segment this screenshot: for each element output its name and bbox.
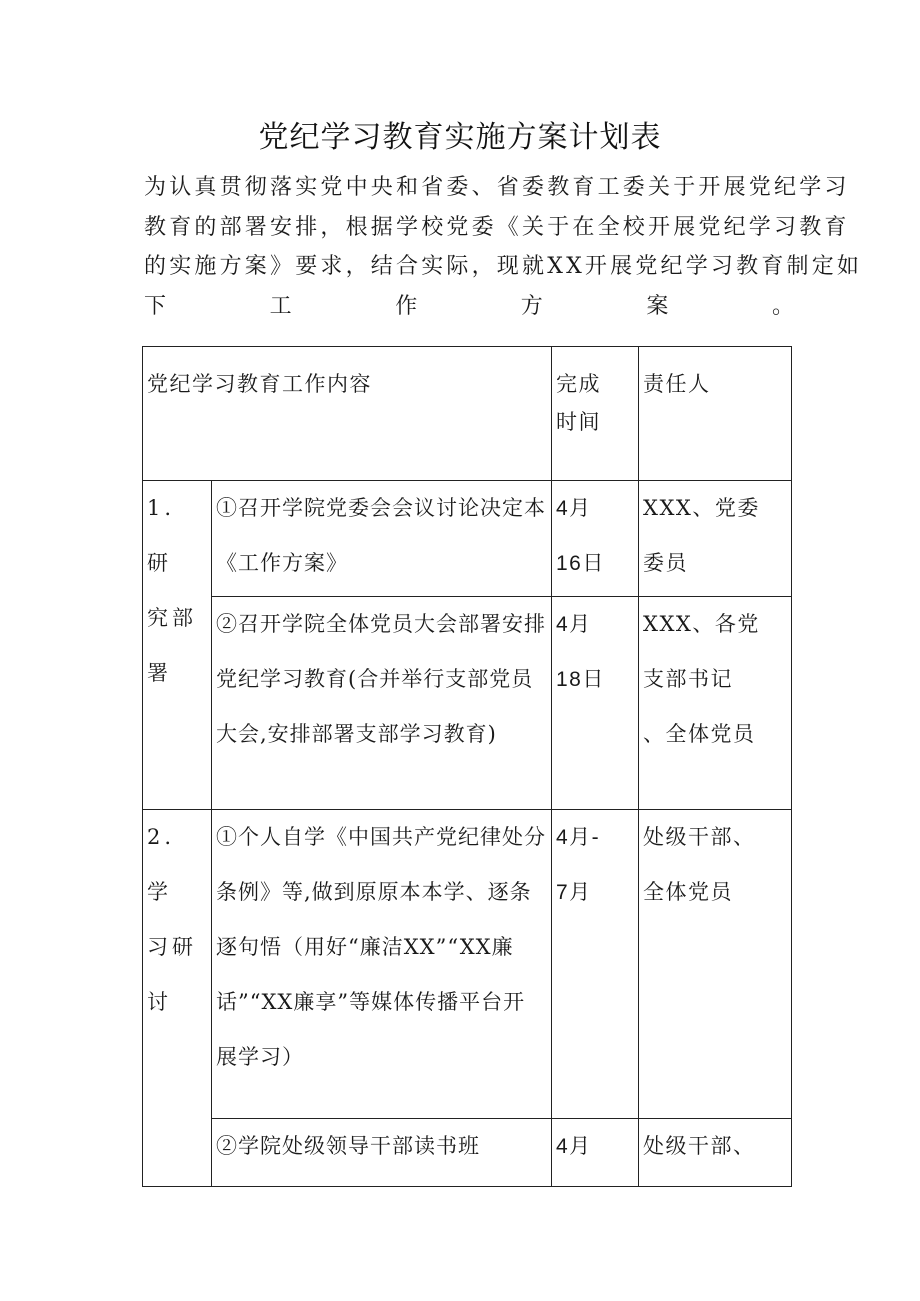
owner-cell (639, 1119, 792, 1187)
time-line: 4月 (556, 613, 592, 636)
content-cell: ①个人自学《中国共产党纪律处分条例》等,做到原原本本学、逐条逐句悟（用好“廉洁XX”“XX廉话”“XX廉享”等媒体传播平台开展学习） (212, 810, 552, 1119)
document-title: 党纪学习教育实施方案计划表 (258, 120, 662, 155)
category-cell (143, 810, 212, 1187)
owner-line: 处级干部、 (643, 1134, 756, 1158)
header-time-line: 完成 (556, 372, 601, 396)
category-line: 署 (147, 661, 172, 685)
header-content: 党纪学习教育工作内容 (143, 347, 552, 481)
owner-cell (639, 810, 792, 1119)
table-row (143, 481, 792, 597)
owner-cell (639, 597, 792, 810)
intro-char: 。 (771, 293, 794, 319)
table-header-row (143, 347, 792, 481)
time-line: 18日 (556, 668, 605, 691)
time-line: 4月 (556, 497, 592, 520)
plan-table (142, 346, 792, 1187)
intro-char: 下 (144, 293, 167, 319)
table-row (143, 810, 792, 1119)
intro-line: 为认真贯彻落实党中央和省委、省委教育工委关于开展党纪学习 (144, 175, 850, 200)
table-row (143, 597, 792, 810)
category-line: 讨 (147, 990, 172, 1014)
table-row (143, 1119, 792, 1187)
intro-last-line (144, 287, 794, 327)
time-line: 4月- (556, 826, 601, 849)
time-line: 4月 (556, 1135, 592, 1158)
owner-line: 处级干部、 (643, 825, 756, 849)
header-time (552, 347, 639, 481)
time-cell (552, 1119, 639, 1187)
content-cell: ②学院处级领导干部读书班 (212, 1119, 552, 1187)
owner-line: XXX、党委 (643, 496, 760, 520)
intro-char: 作 (395, 293, 418, 319)
time-line: 16日 (556, 552, 605, 575)
owner-line: 、全体党员 (643, 722, 756, 746)
category-line: 究部 (147, 606, 197, 630)
header-owner: 责任人 (639, 347, 792, 481)
header-time-line: 时间 (556, 410, 601, 434)
category-line: 1. 研 (147, 496, 176, 575)
owner-line: 全体党员 (643, 880, 733, 904)
owner-line: XXX、各党 (643, 612, 760, 636)
intro-char: 工 (269, 293, 292, 319)
intro-char: 案 (646, 293, 669, 319)
intro-line: 的实施方案》要求，结合实际，现就XX开展党纪学习教育制定如 (144, 254, 863, 279)
time-line: 7月 (556, 881, 592, 904)
owner-cell (639, 481, 792, 597)
intro-line: 教育的部署安排，根据学校党委《关于在全校开展党纪学习教育 (144, 214, 850, 240)
owner-line: 委员 (643, 551, 688, 575)
time-cell (552, 810, 639, 1119)
category-line: 2. 学 (147, 825, 176, 904)
content-cell: ①召开学院党委会会议讨论决定本《工作方案》 (212, 481, 552, 597)
intro-char: 方 (520, 293, 543, 319)
time-cell (552, 597, 639, 810)
intro-paragraph (144, 168, 863, 326)
content-cell: ②召开学院全体党员大会部署安排党纪学习教育(合并举行支部党员大会,安排部署支部学习教育) (212, 597, 552, 810)
owner-line: 支部书记 (643, 667, 733, 691)
category-cell (143, 481, 212, 810)
time-cell (552, 481, 639, 597)
category-line: 习研 (147, 935, 197, 959)
